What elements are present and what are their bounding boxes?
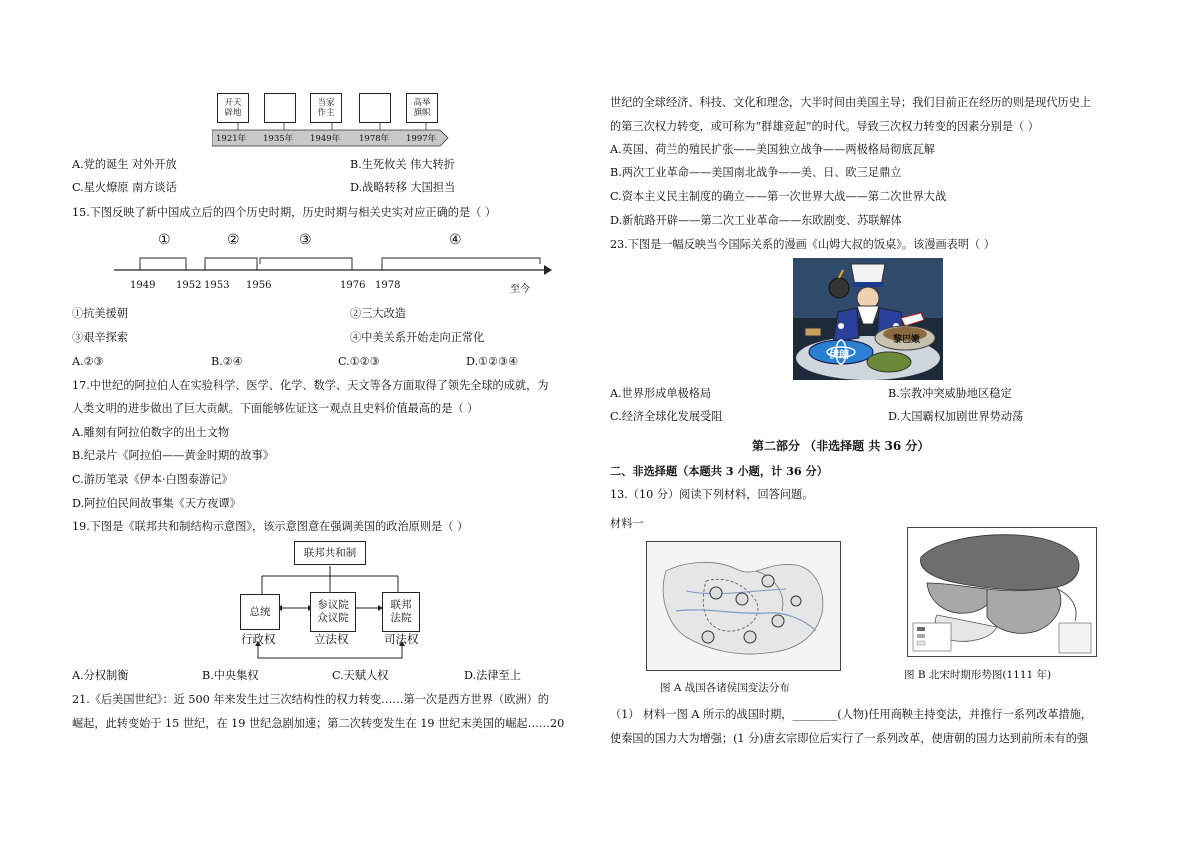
q19-stem: 19.下图是《联邦共和制结构示意图》，该示意图意在强调美国的政治原则是（ ）: [72, 520, 469, 533]
cartoon-label-lebanon: 黎巴嫩: [893, 335, 921, 345]
q23-option-a: A.世界形成单极格局: [610, 387, 712, 400]
q21-option-d: D.新航路开辟——第二次工业革命——东欧剧变、苏联解体: [610, 214, 902, 227]
timeline-box-1: 开天 辟地: [217, 93, 249, 123]
year-1976: 1976: [340, 280, 366, 291]
timeline-box-2: [264, 93, 296, 123]
q21-line-1: 21.《后美国世纪》：近 500 年来发生过三次结构性的权力转变……第一次是西方世界（欧洲）的: [72, 693, 549, 706]
q21-option-c: C.资本主义民主制度的确立——第一次世界大战——第二次世界大战: [610, 190, 947, 203]
q13-sub1-line-2: 使秦国的国力大为增强；(1 分)唐玄宗即位后实行了一系列改革，使唐朝的国力达到前所未有的强: [610, 732, 1089, 745]
q19-option-d: D.法律至上: [464, 669, 521, 682]
q17-stem-2: 人类文明的进步做出了巨大贡献。下面能够佐证这一观点且史料价值最高的是（ ）: [72, 402, 479, 415]
congress-box: 参议院 众议院: [310, 592, 356, 632]
q21-continued-line-2: 的第三次权力转变，或可称为“群雄竞起”的时代。导致三次权力转变的因素分别是（ ）: [610, 120, 1039, 133]
q15-option-b: B.②④: [211, 355, 243, 368]
q17-stem-1: 17.中世纪的阿拉伯人在实验科学、医学、化学、数学、天文等各方面取得了领先全球的成就，为: [72, 379, 549, 392]
q17-option-b: B.纪录片《阿拉伯——黄金时期的故事》: [72, 449, 274, 462]
q21-continued-line-1: 世纪的全球经济、科技、文化和理念，大半时间由美国主导；我们目前正在经历的则是现代历史上: [610, 96, 1092, 109]
q14-option-b: B.生死攸关 伟大转折: [350, 158, 455, 171]
executive-power-label: 行政权: [241, 632, 276, 646]
year-1949: 1949: [130, 280, 156, 291]
q15-option-c: C.①②③: [338, 355, 380, 368]
year-1953: 1953: [204, 280, 230, 291]
timeline-box-3: 当家 作主: [310, 93, 342, 123]
timeline-year-3: 1949年: [310, 134, 341, 144]
q19-option-b: B.中央集权: [202, 669, 259, 682]
q15-fact-3: ③艰辛探索: [72, 331, 128, 344]
q15-fact-1: ①抗美援朝: [72, 307, 128, 320]
q19-option-c: C.天赋人权: [332, 669, 389, 682]
q15-fact-2: ②三大改造: [350, 307, 406, 320]
year-1956: 1956: [246, 280, 272, 291]
q15-option-a: A.②③: [72, 355, 104, 368]
map-a-warring-states: [646, 541, 841, 671]
q23-option-d: D.大国霸权加剧世界势动荡: [888, 410, 1024, 423]
period-mark-1: ①: [158, 232, 171, 248]
q14-option-a: A.党的诞生 对外开放: [72, 158, 177, 171]
q13-sub1-line-1: （1） 材料一图 A 所示的战国时期，________(人物)任用商鞅主持变法，并推行一系列改革措施，: [610, 708, 1093, 721]
q23-option-c: C.经济全球化发展受阻: [610, 410, 723, 423]
map-b-northern-song: [907, 527, 1097, 657]
material-one-label: 材料一: [610, 517, 644, 530]
year-1952: 1952: [176, 280, 202, 291]
q17-option-a: A.雕刻有阿拉伯数字的出土文物: [72, 426, 230, 439]
q17-option-d: D.阿拉伯民间故事集《天方夜谭》: [72, 497, 241, 510]
period-mark-4: ④: [449, 232, 462, 248]
q19-option-a: A.分权制衡: [72, 669, 129, 682]
map-a-caption: 图 A 战国各诸侯国变法分布: [660, 682, 790, 694]
q23-option-b: B.宗教冲突威胁地区稳定: [888, 387, 1012, 400]
timeline-year-5: 1997年: [406, 134, 437, 144]
judicial-power-label: 司法权: [384, 632, 419, 646]
period-mark-3: ③: [299, 232, 312, 248]
map-b-caption: 图 B 北宋时期形势图(1111 年): [904, 669, 1052, 681]
q21-option-b: B.两次工业革命——美国南北战争——美、日、欧三足鼎立: [610, 166, 902, 179]
federal-republic-box: 联邦共和制: [294, 541, 366, 565]
part-two-subtitle: 二、非选择题（本题共 3 小题，计 36 分）: [610, 464, 828, 478]
q15-stem: 15.下图反映了新中国成立后的四个历史时期，历史时期与相关史实对应正确的是（ ）: [72, 206, 497, 219]
timeline-year-4: 1978年: [359, 134, 390, 144]
timeline-box-5: 高举 旗帜: [406, 93, 438, 123]
q14-option-c: C.星火燎原 南方谈话: [72, 181, 177, 194]
q15-fact-4: ④中美关系开始走向正常化: [350, 331, 485, 344]
year-1978: 1978: [375, 280, 401, 291]
court-box: 联邦 法院: [382, 592, 420, 632]
q13-stem: 13.（10 分）阅读下列材料，回答问题。: [610, 488, 814, 501]
part-two-title: 第二部分 （非选择题 共 36 分）: [752, 439, 930, 453]
period-mark-2: ②: [227, 232, 240, 248]
q14-option-d: D.战略转移 大国担当: [350, 181, 456, 194]
q23-stem: 23.下图是一幅反映当今国际关系的漫画《山姆大叔的饭桌》。该漫画表明（ ）: [610, 238, 995, 251]
timeline-year-1: 1921年: [216, 134, 247, 144]
q15-option-d: D.①②③④: [466, 355, 519, 368]
q21-line-2: 崛起，此转变始于 15 世纪，在 19 世纪急剧加速；第二次转变发生在 19 世纪末美国的崛起……20: [72, 717, 565, 730]
timeline-year-2: 1935年: [263, 134, 294, 144]
q21-option-a: A.英国、荷兰的殖民扩张——美国独立战争——两极格局彻底瓦解: [610, 143, 935, 156]
cartoon-label-iran: 伊朗: [829, 350, 849, 361]
timeline-box-4: [359, 93, 391, 123]
legislative-power-label: 立法权: [314, 632, 349, 646]
q17-option-c: C.游历笔录《伊本·白图泰游记》: [72, 473, 233, 486]
year-now: 至今: [510, 284, 530, 295]
uncle-sam-cartoon: [793, 258, 943, 380]
president-box: 总统: [240, 594, 280, 630]
